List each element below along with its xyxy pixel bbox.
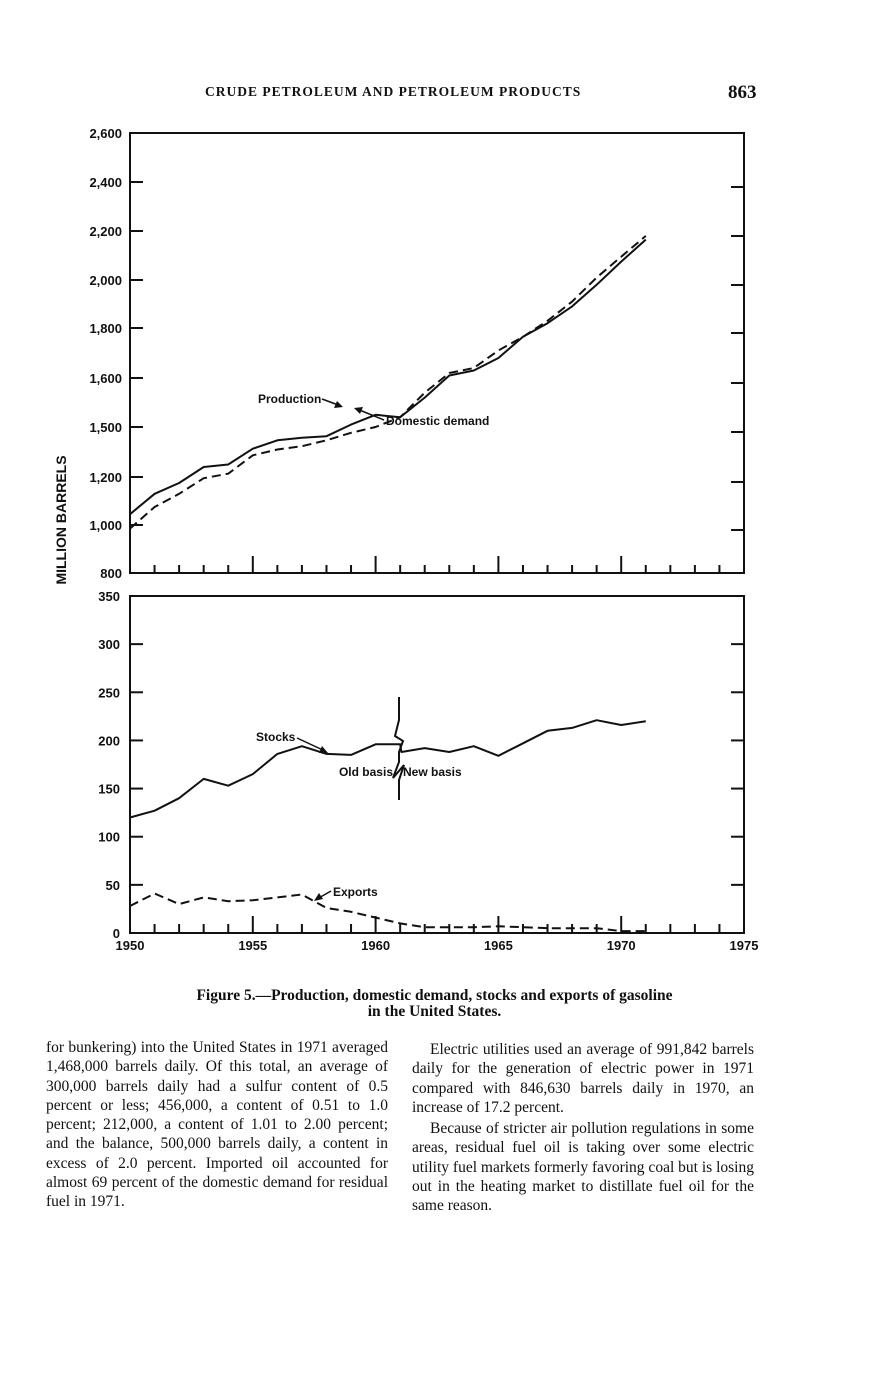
y-tick-label: 1,500 <box>89 420 122 435</box>
y-tick-label: 350 <box>98 589 120 604</box>
y-tick-label: 200 <box>98 733 120 749</box>
y-tick-label: 2,600 <box>89 126 122 141</box>
y-tick-label: 300 <box>98 637 120 653</box>
y-tick-label: 1,600 <box>89 371 122 386</box>
y-tick-label: 1,200 <box>89 470 122 485</box>
x-tick-label: 1950 <box>115 938 145 953</box>
x-tick-label: 1960 <box>361 938 391 953</box>
x-tick-label: 1975 <box>729 938 759 953</box>
y-tick-label: 50 <box>105 877 120 893</box>
x-tick-label: 1970 <box>606 938 636 953</box>
page-number: 863 <box>728 82 757 103</box>
right-paragraph-2: Because of stricter air pollution regulations in some areas, residual fuel oil is taking over some electric utility fuel markets formerly favoring coal but is losing out in the heating market to distillate fuel oil for the same reason. <box>412 1120 754 1215</box>
x-tick-label: 1955 <box>238 938 268 953</box>
annotation-production: Production <box>258 392 322 406</box>
figure-caption <box>100 988 769 1020</box>
y-tick-label: 2,000 <box>89 273 122 288</box>
y-tick-label: 150 <box>98 781 120 797</box>
basis-break-marker <box>393 697 404 800</box>
right-paragraph-1: Electric utilities used an average of 991,842 barrels daily for the generation of electric power in 1971 compared with 846,630 barrels daily in 1970, an increase of 17.2 percent. <box>412 1041 754 1116</box>
body-column-left <box>46 1038 388 1212</box>
y-tick-label: 1,000 <box>89 518 122 533</box>
y-tick-label: 1,800 <box>89 321 122 336</box>
body-column-right <box>412 1038 754 1216</box>
page-header <box>0 82 869 106</box>
caption-line-2: in the United States. <box>367 1003 502 1020</box>
y-axis-label: MILLION BARRELS <box>53 455 69 585</box>
left-paragraph: for bunkering) into the United States in 1971 averaged 1,468,000 barrels daily. Of this total, an average of 300,000 barrels daily had a sulfur content of 0.5 percent or less; 456,000, a content of 0.51 to 1.0 percent; 212,000, a content of 1.01 to 2.00 percent; and the balance, 500,000 barrels daily, a content in excess of 2.0 percent. Imported oil accounted for almost 69 percent of the domestic demand for residual fuel in 1971. <box>46 1039 388 1211</box>
running-head: CRUDE PETROLEUM AND PETROLEUM PRODUCTS <box>205 84 582 99</box>
annotation-stocks: Stocks <box>256 730 296 744</box>
y-tick-label: 100 <box>98 829 120 845</box>
top-panel-frame <box>130 133 744 573</box>
gasoline-chart <box>0 110 869 970</box>
annotation-new-basis: New basis <box>403 765 462 779</box>
y-tick-label: 0 <box>112 926 120 941</box>
annotation-domestic-demand: Domestic demand <box>386 414 490 428</box>
y-tick-label: 2,400 <box>89 175 122 190</box>
annotation-old-basis: Old basis <box>338 765 393 779</box>
x-tick-label: 1965 <box>483 938 513 953</box>
y-tick-label: 2,200 <box>89 224 122 239</box>
annotation-arrowhead <box>314 893 323 901</box>
production-line <box>130 240 646 515</box>
caption-line-1: Figure 5.—Production, domestic demand, stocks and exports of gasoline <box>196 987 673 1004</box>
annotation-exports: Exports <box>333 885 378 899</box>
exports-line <box>130 894 646 932</box>
y-tick-label: 250 <box>98 685 120 701</box>
domestic-demand-line <box>130 236 646 529</box>
y-tick-label: 800 <box>100 566 122 581</box>
